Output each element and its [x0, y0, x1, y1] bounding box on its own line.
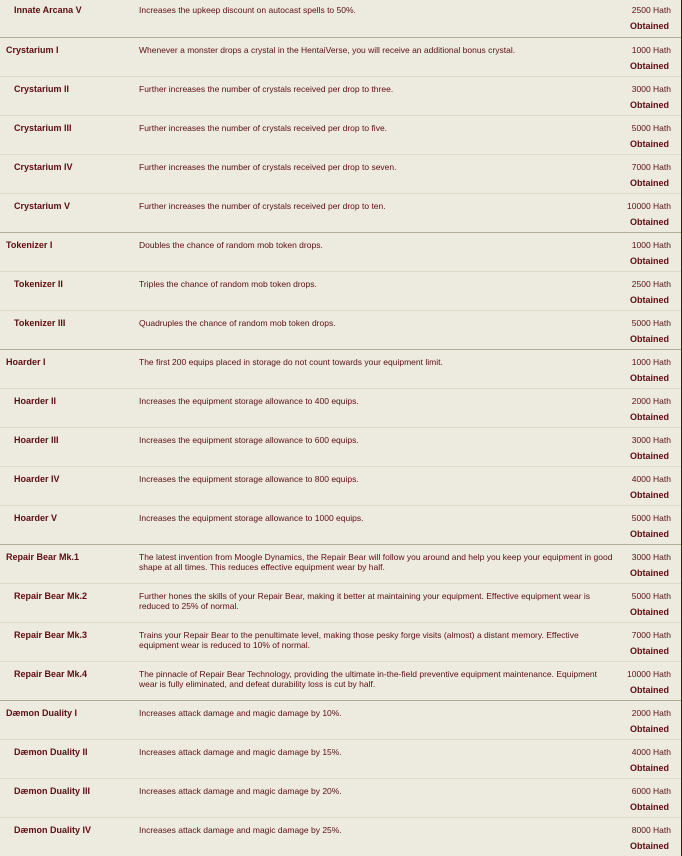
perk-row	[0, 154, 681, 193]
perk-cost: 7000 Hath	[631, 630, 671, 640]
perk-status: Obtained	[629, 256, 669, 266]
perk-description: Increases attack damage and magic damage by 25%.	[139, 825, 342, 835]
perk-status: Obtained	[629, 724, 669, 734]
perk-description: Doubles the chance of random mob token drops.	[139, 240, 323, 250]
perk-name: Crystarium II	[14, 84, 70, 94]
perk-cost: 2500 Hath	[631, 5, 671, 15]
perk-name: Dæmon Duality I	[6, 708, 78, 718]
perk-description: Trains your Repair Bear to the penultimate level, making those pesky forge visits (almost) a distant memory. Effective equipment wear is reduced to 10% of normal.	[139, 630, 579, 650]
perk-status: Obtained	[629, 217, 669, 227]
perk-row	[0, 817, 681, 856]
perk-row	[0, 778, 681, 817]
perk-name: Tokenizer III	[14, 318, 66, 328]
perk-description: Further increases the number of crystals received per drop to five.	[139, 123, 388, 133]
perk-description: Whenever a monster drops a crystal in the HentaiVerse, you will receive an additional bonus crystal.	[139, 45, 516, 55]
perk-row	[0, 739, 681, 778]
perk-description: Increases attack damage and magic damage by 20%.	[139, 786, 342, 796]
perk-status: Obtained	[629, 841, 669, 851]
perk-row	[0, 661, 681, 700]
perk-description: Increases the equipment storage allowance to 400 equips.	[139, 396, 359, 406]
perk-row	[0, 37, 681, 76]
perk-cost: 3000 Hath	[631, 84, 671, 94]
perk-description: The pinnacle of Repair Bear Technology, providing the ultimate in-the-field preventive equipment maintenance. Equipment wear is fully eliminated, and defeat durability loss is cut by half.	[139, 669, 598, 689]
perk-status: Obtained	[629, 451, 669, 461]
perk-description: Further increases the number of crystals received per drop to seven.	[139, 162, 397, 172]
perk-cost: 8000 Hath	[631, 825, 671, 835]
perk-name: Tokenizer II	[14, 279, 63, 289]
perk-name: Dæmon Duality II	[14, 747, 88, 757]
perk-name: Crystarium III	[14, 123, 72, 133]
perk-status: Obtained	[629, 529, 669, 539]
perk-description: The latest invention from Moogle Dynamics, the Repair Bear will follow you around and help you keep your equipment in good shape at all times. This reduces effective equipment wear by half.	[139, 552, 613, 572]
perk-status: Obtained	[629, 763, 669, 773]
perk-row	[0, 349, 681, 388]
perk-description: Increases the equipment storage allowance to 800 equips.	[139, 474, 359, 484]
perk-status: Obtained	[629, 568, 669, 578]
perk-cost: 1000 Hath	[631, 240, 671, 250]
perk-status: Obtained	[629, 178, 669, 188]
perk-description: Increases the upkeep discount on autocast spells to 50%.	[139, 5, 356, 15]
perk-cost: 1000 Hath	[631, 45, 671, 55]
perk-row	[0, 466, 681, 505]
perk-name: Hoarder V	[14, 513, 58, 523]
perk-status: Obtained	[629, 334, 669, 344]
perk-cost: 4000 Hath	[631, 474, 671, 484]
perk-name: Dæmon Duality IV	[14, 825, 92, 835]
perk-status: Obtained	[629, 412, 669, 422]
perk-row	[0, 232, 681, 271]
perk-description: Further increases the number of crystals received per drop to three.	[139, 84, 394, 94]
perk-status: Obtained	[629, 373, 669, 383]
perk-cost: 1000 Hath	[631, 357, 671, 367]
perk-cost: 10000 Hath	[627, 201, 671, 211]
perk-row	[0, 544, 681, 583]
perk-cost: 5000 Hath	[631, 591, 671, 601]
perk-row	[0, 505, 681, 544]
perk-description: Further hones the skills of your Repair Bear, making it better at maintaining your equipment. Effective equipment wear is reduced to 25% of normal.	[139, 591, 591, 611]
perk-cost: 2500 Hath	[631, 279, 671, 289]
perk-row	[0, 0, 681, 37]
perk-row	[0, 115, 681, 154]
perk-cost: 2000 Hath	[631, 708, 671, 718]
perk-row	[0, 193, 681, 232]
perk-name: Repair Bear Mk.2	[14, 591, 88, 601]
perk-name: Repair Bear Mk.3	[14, 630, 88, 640]
perk-cost: 7000 Hath	[631, 162, 671, 172]
perk-name: Dæmon Duality III	[14, 786, 91, 796]
perk-cost: 2000 Hath	[631, 396, 671, 406]
perk-row	[0, 271, 681, 310]
perk-name: Hoarder I	[6, 357, 46, 367]
perk-cost: 3000 Hath	[631, 435, 671, 445]
perk-cost: 3000 Hath	[631, 552, 671, 562]
perk-cost: 4000 Hath	[631, 747, 671, 757]
perk-cost: 5000 Hath	[631, 513, 671, 523]
perk-row	[0, 388, 681, 427]
perk-name: Hoarder IV	[14, 474, 60, 484]
perk-name: Hoarder III	[14, 435, 59, 445]
perk-description: Increases the equipment storage allowance to 1000 equips.	[139, 513, 364, 523]
perk-status: Obtained	[629, 100, 669, 110]
perk-status: Obtained	[629, 139, 669, 149]
perk-status: Obtained	[629, 490, 669, 500]
perk-status: Obtained	[629, 61, 669, 71]
perk-description: Quadruples the chance of random mob token drops.	[139, 318, 336, 328]
perk-name: Crystarium I	[6, 45, 59, 55]
perk-name: Crystarium V	[14, 201, 71, 211]
perk-description: Further increases the number of crystals received per drop to ten.	[139, 201, 386, 211]
perk-name: Innate Arcana V	[14, 5, 82, 15]
perk-cost: 5000 Hath	[631, 123, 671, 133]
perk-status: Obtained	[629, 802, 669, 812]
perk-cost: 5000 Hath	[631, 318, 671, 328]
perk-status: Obtained	[629, 685, 669, 695]
perk-row	[0, 76, 681, 115]
perk-row	[0, 427, 681, 466]
perk-row	[0, 583, 681, 622]
perk-name: Repair Bear Mk.1	[6, 552, 80, 562]
perk-status: Obtained	[629, 295, 669, 305]
perk-status: Obtained	[629, 646, 669, 656]
perk-description: Increases the equipment storage allowance to 600 equips.	[139, 435, 359, 445]
perk-cost: 6000 Hath	[631, 786, 671, 796]
perk-row	[0, 700, 681, 739]
perk-status: Obtained	[629, 607, 669, 617]
perk-description: Increases attack damage and magic damage by 10%.	[139, 708, 342, 718]
perk-cost: 10000 Hath	[627, 669, 671, 679]
perk-row	[0, 310, 681, 349]
perk-name: Tokenizer I	[6, 240, 53, 250]
perk-description: Increases attack damage and magic damage by 15%.	[139, 747, 342, 757]
perk-description: Triples the chance of random mob token drops.	[139, 279, 317, 289]
perk-name: Hoarder II	[14, 396, 57, 406]
perk-name: Repair Bear Mk.4	[14, 669, 88, 679]
perk-name: Crystarium IV	[14, 162, 73, 172]
perk-status: Obtained	[629, 21, 669, 31]
perk-row	[0, 622, 681, 661]
perk-description: The first 200 equips placed in storage do not count towards your equipment limit.	[139, 357, 443, 367]
